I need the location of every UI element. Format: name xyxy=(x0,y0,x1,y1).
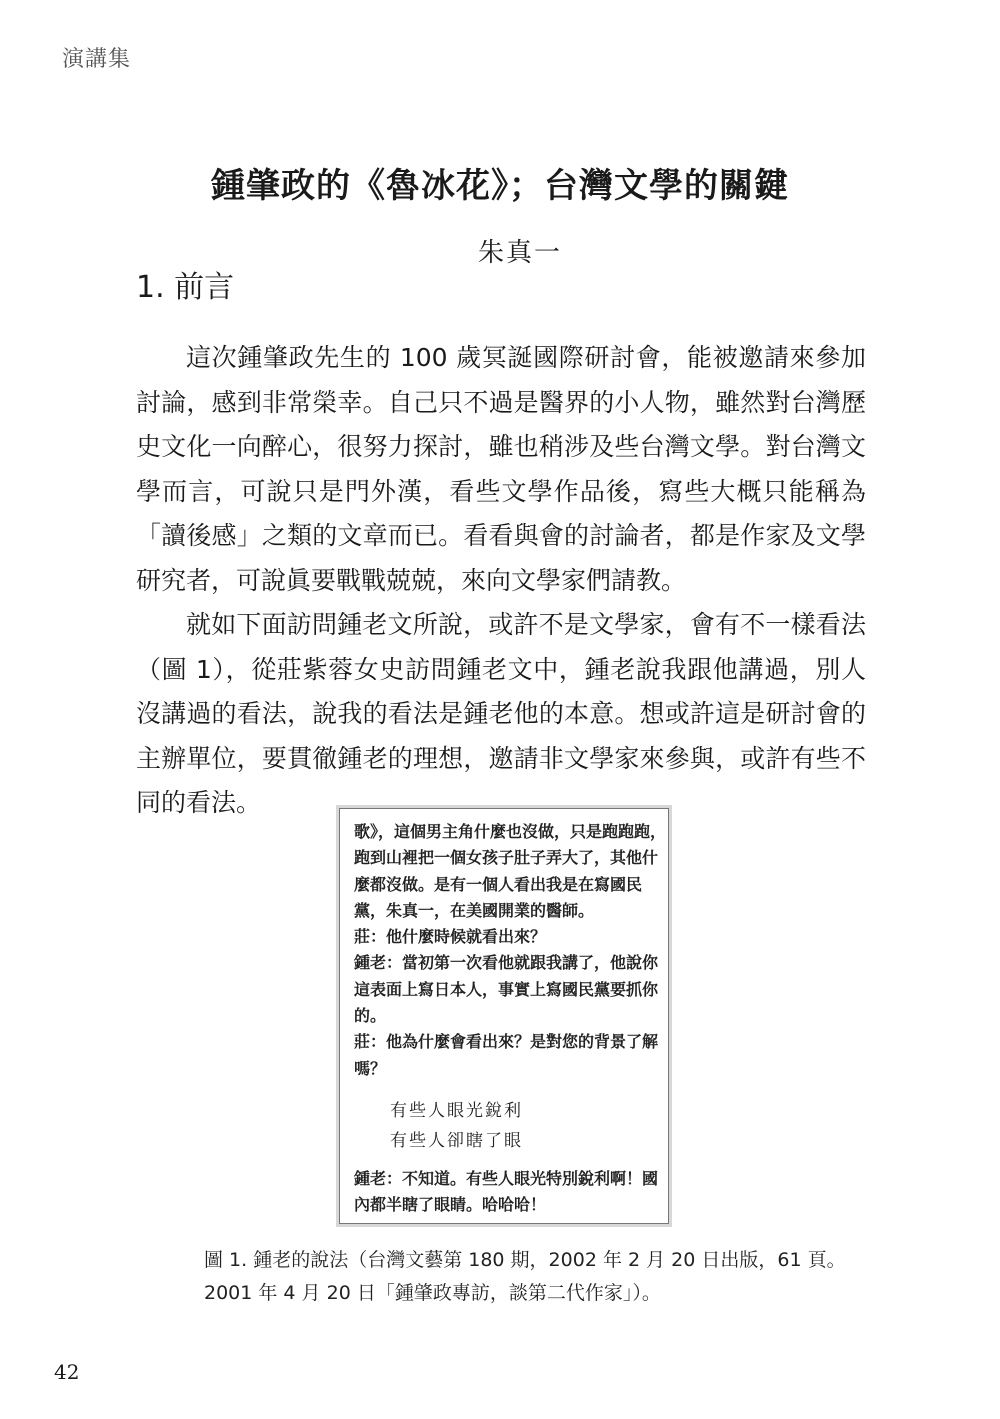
page-number: 42 xyxy=(54,1360,80,1384)
figure-text-line: 莊：他什麼時候就看出來？ xyxy=(354,927,547,947)
figure-text-line: 莊：他為什麼會看出來？是對您的背景了解 xyxy=(354,1032,659,1052)
figure-1-excerpt xyxy=(339,808,669,1224)
figure-text-line: 的。 xyxy=(354,1006,387,1026)
body-text xyxy=(136,336,866,826)
figure-caption xyxy=(204,1244,846,1310)
poem-line: 有些人眼光銳利 xyxy=(390,1100,523,1121)
caption-line-1: 圖 1. 鍾老的說法（台灣文藝第 180 期，2002 年 2 月 20 日出版，61 頁。 xyxy=(204,1249,846,1271)
running-head: 演講集 xyxy=(62,47,132,72)
figure-text-line: 鍾老：當初第一次看他就跟我講了，他說你 xyxy=(354,953,659,973)
paragraph: 就如下面訪問鍾老文所說，或許不是文學家，會有不一樣看法（圖 1），從莊紫蓉女史訪問鍾老文中，鍾老說我跟他講過，別人沒講過的看法，說我的看法是鍾老他的本意。想或許這是研討會的主辦單位，要貫徹鍾老的理想，邀請非文學家來參與，或許有些不同的看法。 xyxy=(136,610,866,817)
author-name: 朱真一 xyxy=(477,238,562,268)
figure-text-line: 黨，朱真一，在美國開業的醫師。 xyxy=(354,900,595,920)
figure-text-line: 鍾老：不知道。有些人眼光特別銳利啊！國 xyxy=(354,1168,659,1188)
figure-text-line: 內都半瞎了眼睛。哈哈哈！ xyxy=(354,1195,547,1215)
poem-line: 有些人卻瞎了眼 xyxy=(390,1130,523,1151)
figure-text-line: 麼都沒做。是有一個人看出我是在寫國民 xyxy=(354,874,643,894)
section-heading: 1. 前言 xyxy=(136,270,235,305)
figure-text-line: 嗎？ xyxy=(354,1058,387,1078)
figure-poem xyxy=(390,1096,654,1156)
figure-text-line: 歌》，這個男主角什麼也沒做，只是跑跑跑， xyxy=(354,822,667,841)
figure-text-line: 這表面上寫日本人，事實上寫國民黨要抓你 xyxy=(354,979,659,999)
paragraph: 這次鍾肇政先生的 100 歲冥誕國際研討會，能被邀請來參加討論，感到非常榮幸。自己只不過是醫界的小人物，雖然對台灣歷史文化一向醉心，很努力探討，雖也稍涉及些台灣文學。對台灣文學而言，可說只是門外漢，看些文學作品後，寫些大概只能稱為「讀後感」之類的文章而已。看看與會的討論者，都是作家及文學研究者，可說眞要戰戰兢兢，來向文學家們請教。 xyxy=(136,343,866,595)
caption-line-2: 2001 年 4 月 20 日「鍾肇政專訪，談第二代作家」）。 xyxy=(204,1282,661,1304)
figure-text-line: 跑到山裡把一個女孩子肚子弄大了，其他什 xyxy=(354,848,659,868)
article-title: 鍾肇政的《魯冰花》；台灣文學的關鍵 xyxy=(211,166,789,206)
